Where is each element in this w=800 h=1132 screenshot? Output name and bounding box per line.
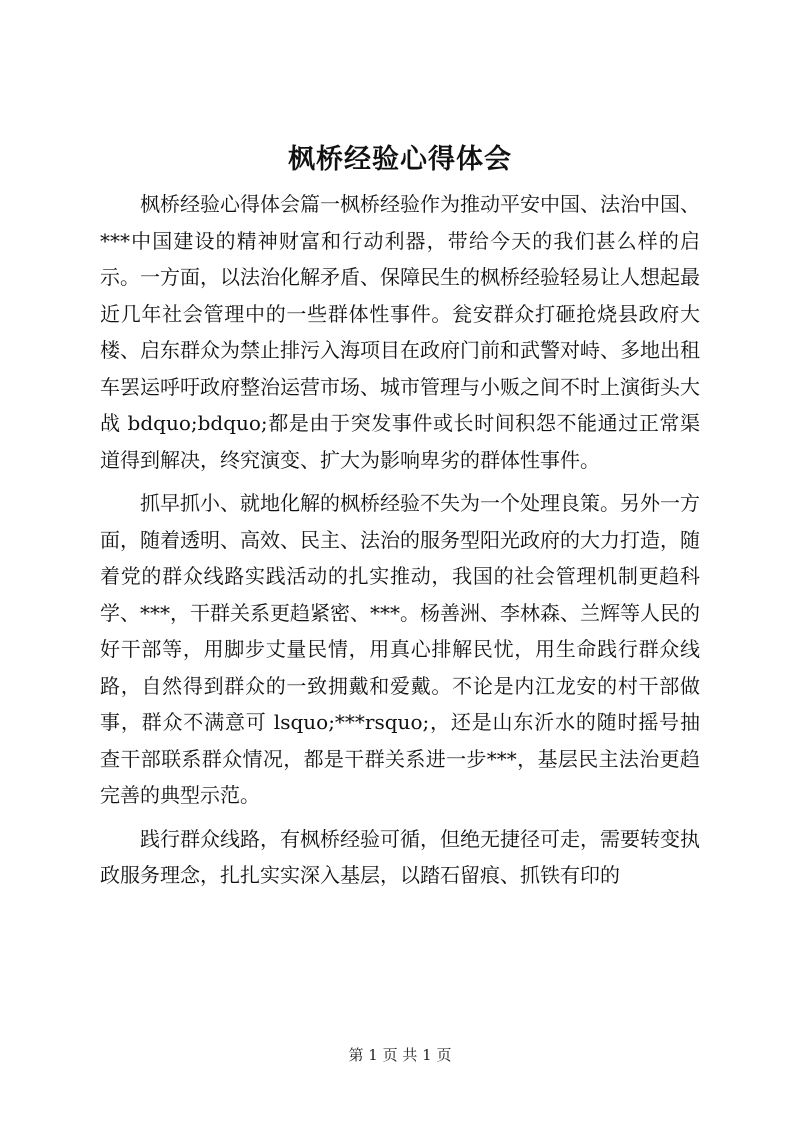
document-title: 枫桥经验心得体会: [288, 144, 512, 175]
paragraph-3: 践行群众线路，有枫桥经验可循，但绝无捷径可走，需要转变执政服务理念，扎扎实实深入基层，以踏石留痕、抓铁有印的: [100, 826, 700, 887]
page-number-footer: 第 1 页 共 1 页: [348, 1046, 452, 1064]
paragraph-2: 抓早抓小、就地化解的枫桥经验不失为一个处理良策。另外一方面，随着透明、高效、民主、法治的服务型阳光政府的大力打造，随着党的群众线路实践活动的扎实推动，我国的社会管理机制更趋科学、***，干群关系更趋紧密、***。杨善洲、李林森、兰辉等人民的好干部等，用脚步丈量民情，用真心排解民忧，用生命践行群众线路，自然得到群众的一致拥戴和爱戴。不论是内江龙安的村干部做事，群众不满意可 lsquo;***rsquo;，还是山东沂水的随时摇号抽查干部联系群众情况，都是干群关系进一步***，基层民主法治更趋完善的典型示范。: [100, 491, 700, 807]
paragraph-1: 枫桥经验心得体会篇一枫桥经验作为推动平安中国、法治中国、***中国建设的精神财富和行动利器，带给今天的我们甚么样的启示。一方面，以法治化解矛盾、保障民生的枫桥经验轻易让人想起最近几年社会管理中的一些群体性事件。瓮安群众打砸抢烧县政府大楼、启东群众为禁止排污入海项目在政府门前和武警对峙、多地出租车罢运呼吁政府整治运营市场、城市管理与小贩之间不时上演街头大战 bdquo;bdquo;都是由于突发事件或长时间积怨不能通过正常渠道得到解决，终究演变、扩大为影响卑劣的群体性事件。: [100, 192, 700, 472]
document-body: [100, 186, 700, 894]
